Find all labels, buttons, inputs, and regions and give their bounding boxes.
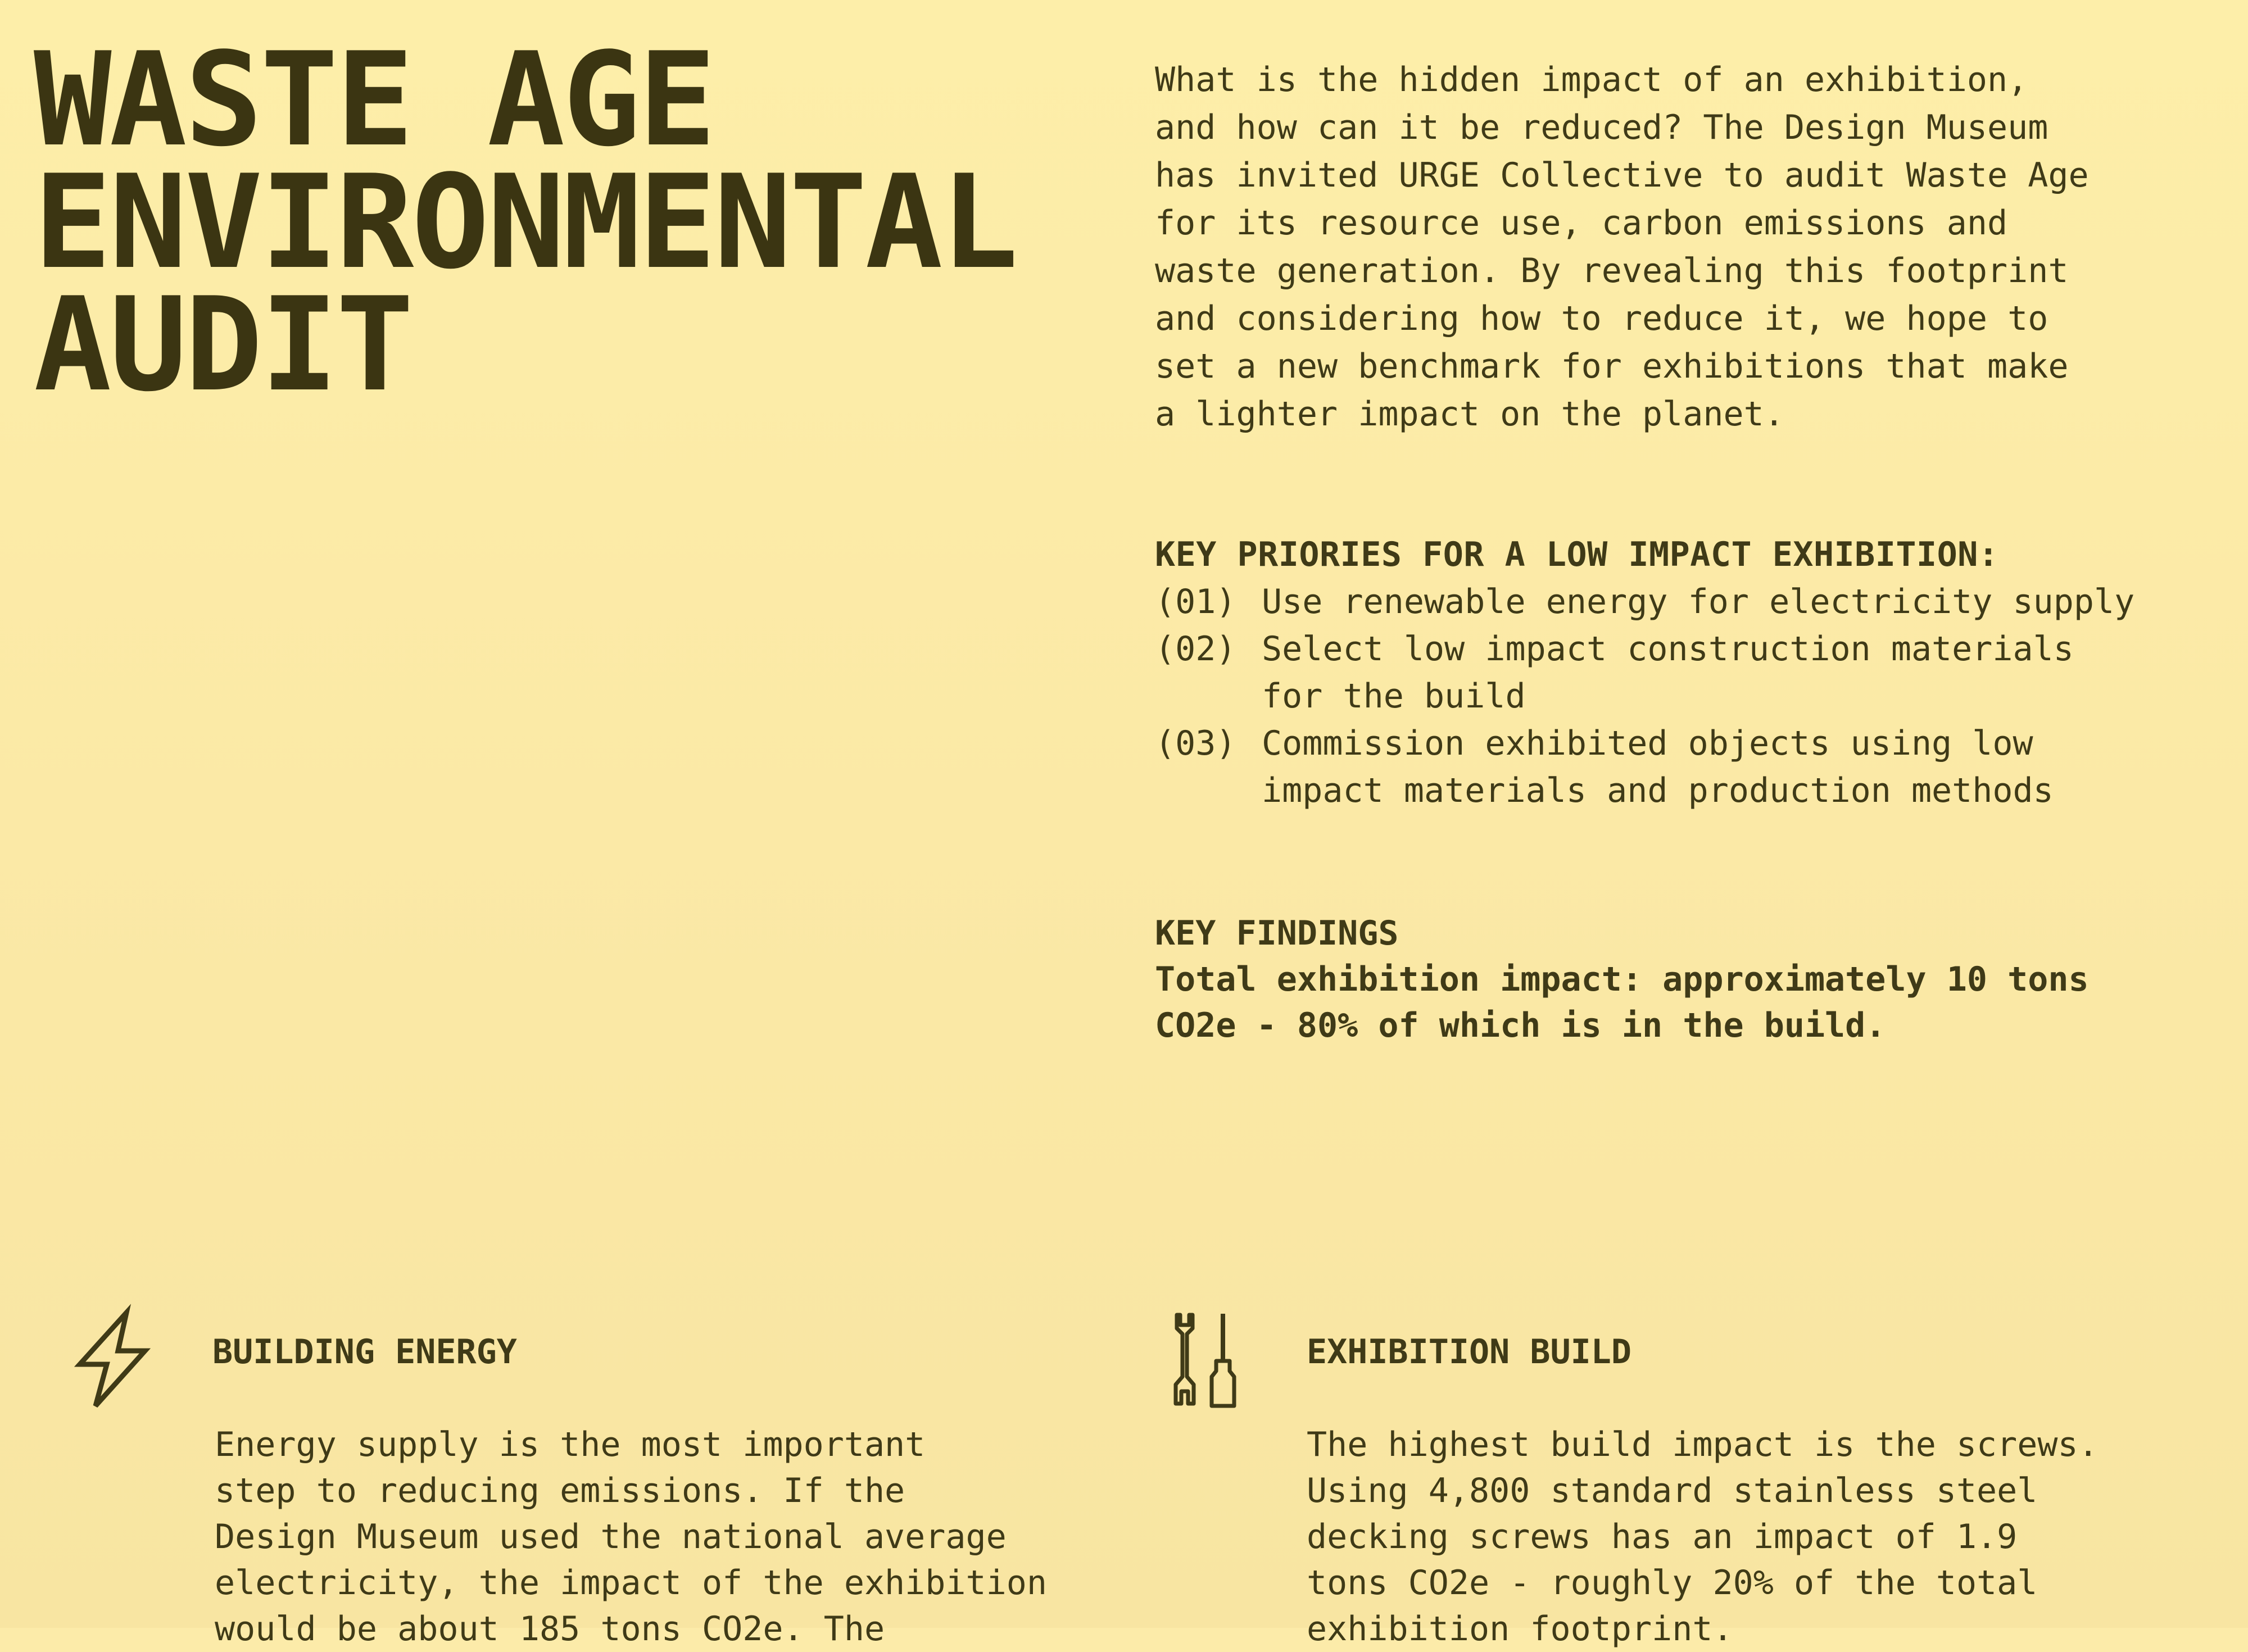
exhibition-build-section — [1124, 1309, 2248, 1649]
tools-icon — [1169, 1309, 1248, 1410]
title-line: WASTE AGE — [34, 25, 714, 175]
intro-paragraph — [1155, 56, 2211, 438]
priorities-list — [1155, 578, 2223, 814]
body-line: step to reducing emissions. If the — [215, 1471, 905, 1510]
exhibition-build-text — [1307, 1422, 2099, 1652]
priority-number: (01) — [1155, 582, 1236, 621]
body-line: decking screws has an impact of 1.9 — [1307, 1517, 2018, 1556]
intro-line: and how can it be reduced? The Design Museum — [1155, 108, 2048, 147]
findings-block — [1155, 910, 2223, 1049]
body-line: electricity, the impact of the exhibition — [215, 1563, 1048, 1603]
priority-number: (03) — [1155, 724, 1236, 763]
findings-heading: KEY FINDINGS — [1155, 914, 1399, 953]
intro-line: waste generation. By revealing this footprint — [1155, 251, 2069, 291]
body-line: exhibition footprint. — [1307, 1609, 1733, 1649]
building-energy-heading: BUILDING ENERGY — [212, 1332, 517, 1372]
body-line: Design Museum used the national average — [215, 1517, 1007, 1556]
priority-item — [1155, 625, 2223, 720]
priority-item — [1155, 578, 2223, 625]
priority-text — [1262, 578, 2134, 625]
priority-line: Use renewable energy for electricity supply — [1262, 582, 2135, 621]
body-line: The highest build impact is the screws. — [1307, 1425, 2099, 1464]
intro-line: What is the hidden impact of an exhibition, — [1155, 60, 2028, 99]
priority-line: Commission exhibited objects using low — [1262, 724, 2033, 763]
lightning-icon — [73, 1309, 152, 1410]
priority-line: for the build — [1262, 677, 1526, 716]
page-title — [34, 25, 1017, 420]
priority-line: Select low impact construction materials — [1262, 629, 2074, 669]
title-line: ENVIRONMENTAL — [34, 148, 1017, 298]
exhibition-build-heading: EXHIBITION BUILD — [1307, 1332, 1631, 1372]
body-line: Energy supply is the most important — [215, 1425, 926, 1464]
intro-line: a lighter impact on the planet. — [1155, 394, 1784, 434]
priority-item — [1155, 720, 2223, 814]
priorities-heading: KEY PRIORIES FOR A LOW IMPACT EXHIBITION: — [1155, 535, 1999, 574]
priority-text — [1262, 720, 2054, 814]
findings-text — [1155, 956, 2223, 1049]
building-energy-text — [215, 1422, 1047, 1652]
priority-text — [1262, 625, 2074, 720]
priority-line: impact materials and production methods — [1262, 771, 2054, 810]
findings-line: CO2e - 80% of which is in the build. — [1155, 1006, 1886, 1045]
body-line: tons CO2e - roughly 20% of the total — [1307, 1563, 2038, 1603]
title-line: AUDIT — [34, 270, 412, 420]
intro-line: and considering how to reduce it, we hope to — [1155, 299, 2048, 338]
body-line: would be about 185 tons CO2e. The — [215, 1609, 885, 1649]
intro-line: for its resource use, carbon emissions and — [1155, 203, 2008, 243]
body-line: Using 4,800 standard stainless steel — [1307, 1471, 2038, 1510]
priority-number: (02) — [1155, 629, 1236, 669]
intro-line: has invited URGE Collective to audit Waste Age — [1155, 156, 2089, 195]
intro-line: set a new benchmark for exhibitions that make — [1155, 347, 2069, 386]
findings-line: Total exhibition impact: approximately 10 tons — [1155, 960, 2089, 999]
building-energy-section — [0, 1309, 1124, 1649]
priorities-block — [1155, 531, 2223, 814]
